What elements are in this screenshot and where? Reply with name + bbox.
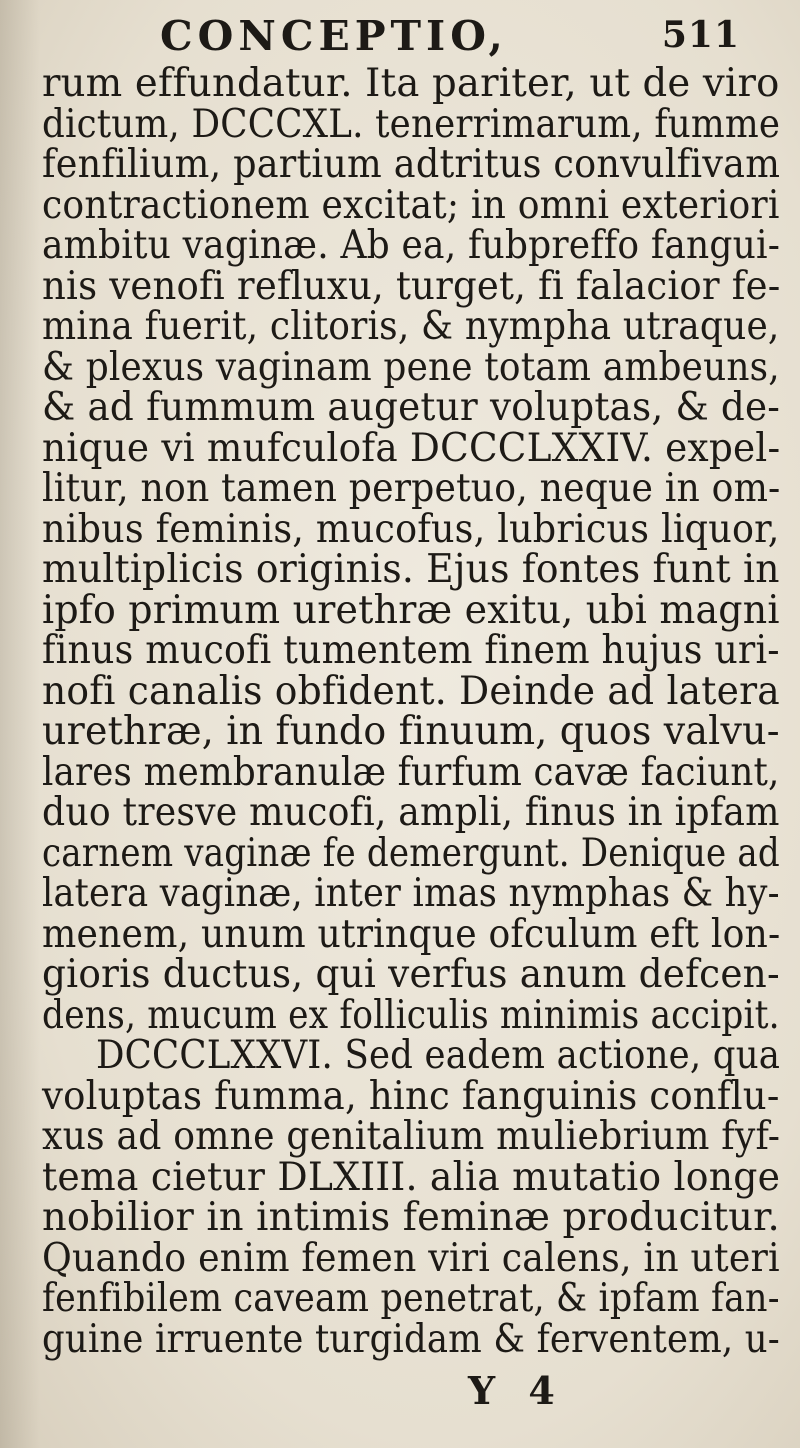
text-line: gioris ductus, qui verfus anum defcen-	[42, 952, 780, 997]
text-line: urethræ, in fundo finuum, quos valvu-	[42, 709, 780, 754]
text-line: nobilior in intimis feminæ producitur.	[42, 1195, 780, 1240]
text-line: & plexus vaginam pene totam ambeuns,	[42, 344, 780, 390]
running-head-title: CONCEPTIO,	[160, 12, 508, 60]
text-line: dens, mucum ex folliculis minimis accipit.	[42, 992, 780, 1038]
text-line: mina fuerit, clitoris, & nympha utraque,	[42, 304, 780, 349]
text-line: Quando enim femen viri calens, in uteri	[42, 1235, 780, 1281]
text-line: duo tresve mucofi, ampli, finus in ipfam	[42, 790, 780, 835]
text-line: nique vi mufculofa DCCCLXXIV. expel-	[42, 425, 781, 471]
text-line: ambitu vaginæ. Ab ea, fubpreffo fangui-	[42, 223, 781, 268]
text-line: ipfo primum urethræ exitu, ubi magni	[42, 587, 780, 633]
text-line: xus ad omne genitalium muliebrium fyf-	[42, 1114, 781, 1159]
text-line: latera vaginæ, inter imas nymphas & hy-	[42, 871, 780, 916]
page-number: 511	[661, 14, 740, 56]
text-line: nibus feminis, mucofus, lubricus liquor,	[42, 506, 780, 552]
text-line: nofi canalis obfident. Deinde ad latera	[42, 668, 780, 714]
text-line: dictum, DCCCXL. tenerrimarum, fumme	[42, 101, 781, 147]
signature-mark: Y 4	[468, 1368, 565, 1413]
text-line: voluptas fumma, hinc fanguinis conflu-	[42, 1073, 780, 1119]
text-line: finus mucofi tumentem finem hujus uri-	[42, 628, 780, 673]
text-line: fenfilium, partium adtritus convulfivam	[42, 142, 781, 187]
text-line: & ad fummum augetur voluptas, & de-	[42, 385, 781, 430]
text-line: fenfibilem caveam penetrat, & ipfam fan-	[42, 1276, 780, 1321]
text-line: tema cietur DLXIII. alia mutatio longe	[42, 1154, 781, 1200]
text-line: litur, non tamen perpetuo, neque in om-	[42, 466, 781, 511]
text-line: guine irruente turgidam & ferventem, u-	[42, 1316, 780, 1362]
text-line: rum effundatur. Ita pariter, ut de viro	[42, 61, 780, 106]
text-line: menem, unum utrinque ofculum eft lon-	[42, 911, 781, 957]
text-line: contractionem excitat; in omni exteriori	[42, 182, 780, 228]
text-line: carnem vaginæ fe demergunt. Denique ad	[42, 830, 780, 876]
text-line: DCCCLXXVI. Sed eadem actione, qua	[96, 1033, 781, 1078]
text-line: multiplicis originis. Ejus fontes funt in	[42, 547, 780, 592]
text-line: nis venofi refluxu, turget, fi falacior fe-	[42, 263, 781, 309]
text-line: lares membranulæ furfum cavæ faciunt,	[42, 749, 780, 795]
